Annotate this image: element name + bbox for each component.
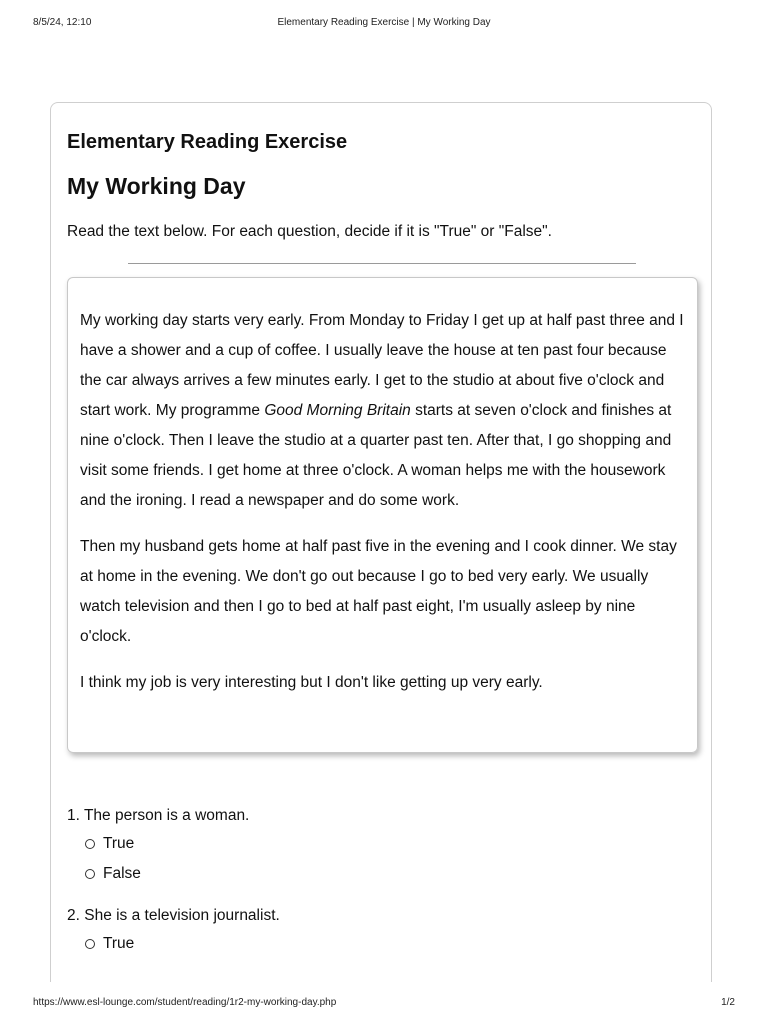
- radio-button-icon[interactable]: [85, 869, 95, 879]
- print-header: [33, 17, 735, 31]
- reading-paragraph-3: I think my job is very interesting but I don't like getting up very early.: [80, 674, 543, 691]
- option-label: False: [103, 865, 141, 882]
- option-true[interactable]: [85, 829, 687, 859]
- page-url: https://www.esl-lounge.com/student/reading/1r2-my-working-day.php: [33, 997, 337, 1008]
- question-text: 2. She is a television journalist.: [67, 907, 280, 924]
- exercise-title: My Working Day: [67, 173, 246, 199]
- exercise-card: [50, 102, 712, 982]
- question-2: [67, 903, 687, 959]
- option-false[interactable]: [85, 859, 687, 889]
- print-date: 8/5/24, 12:10: [33, 17, 92, 28]
- paragraph-1-part-a: My working day starts very early. From Monday to Friday I get up at half past three and I have a shower and a cup of coffee. I usually leave the house at ten past four because the car always arrives a few minutes early. I get to the studio at about five o'clock and start work. My programme: [80, 312, 684, 419]
- option-true[interactable]: [85, 929, 687, 959]
- question-text: 1. The person is a woman.: [67, 807, 250, 824]
- option-label: True: [103, 935, 135, 952]
- paragraph-1-part-b: starts at seven o'clock and finishes at nine o'clock. Then I leave the studio at a quarter past ten. After that, I go shopping and visit some friends. I get home at three o'clock. A woman helps me with the housework and the ironing. I read a newspaper and do some work.: [80, 402, 672, 509]
- instructions: Read the text below. For each question, decide if it is "True" or "False".: [67, 223, 552, 240]
- radio-button-icon[interactable]: [85, 839, 95, 849]
- option-label: True: [103, 835, 135, 852]
- site-title: Elementary Reading Exercise: [67, 131, 348, 153]
- radio-button-icon[interactable]: [85, 939, 95, 949]
- reading-text-box: [67, 277, 698, 753]
- question-1: [67, 803, 687, 889]
- programme-name: Good Morning Britain: [264, 402, 411, 419]
- reading-paragraph-1: [80, 306, 687, 516]
- questions-list: [67, 803, 687, 973]
- divider: [128, 263, 636, 264]
- reading-paragraph-2: Then my husband gets home at half past five in the evening and I cook dinner. We stay at home in the evening. We don't go out because I go to bed very early. We usually watch television and then I go to bed at half past eight, I'm usually asleep by nine o'clock.: [80, 538, 677, 645]
- page-number: 1/2: [721, 997, 735, 1008]
- print-document-title: Elementary Reading Exercise | My Working Day: [277, 17, 491, 28]
- print-footer: [33, 997, 735, 1011]
